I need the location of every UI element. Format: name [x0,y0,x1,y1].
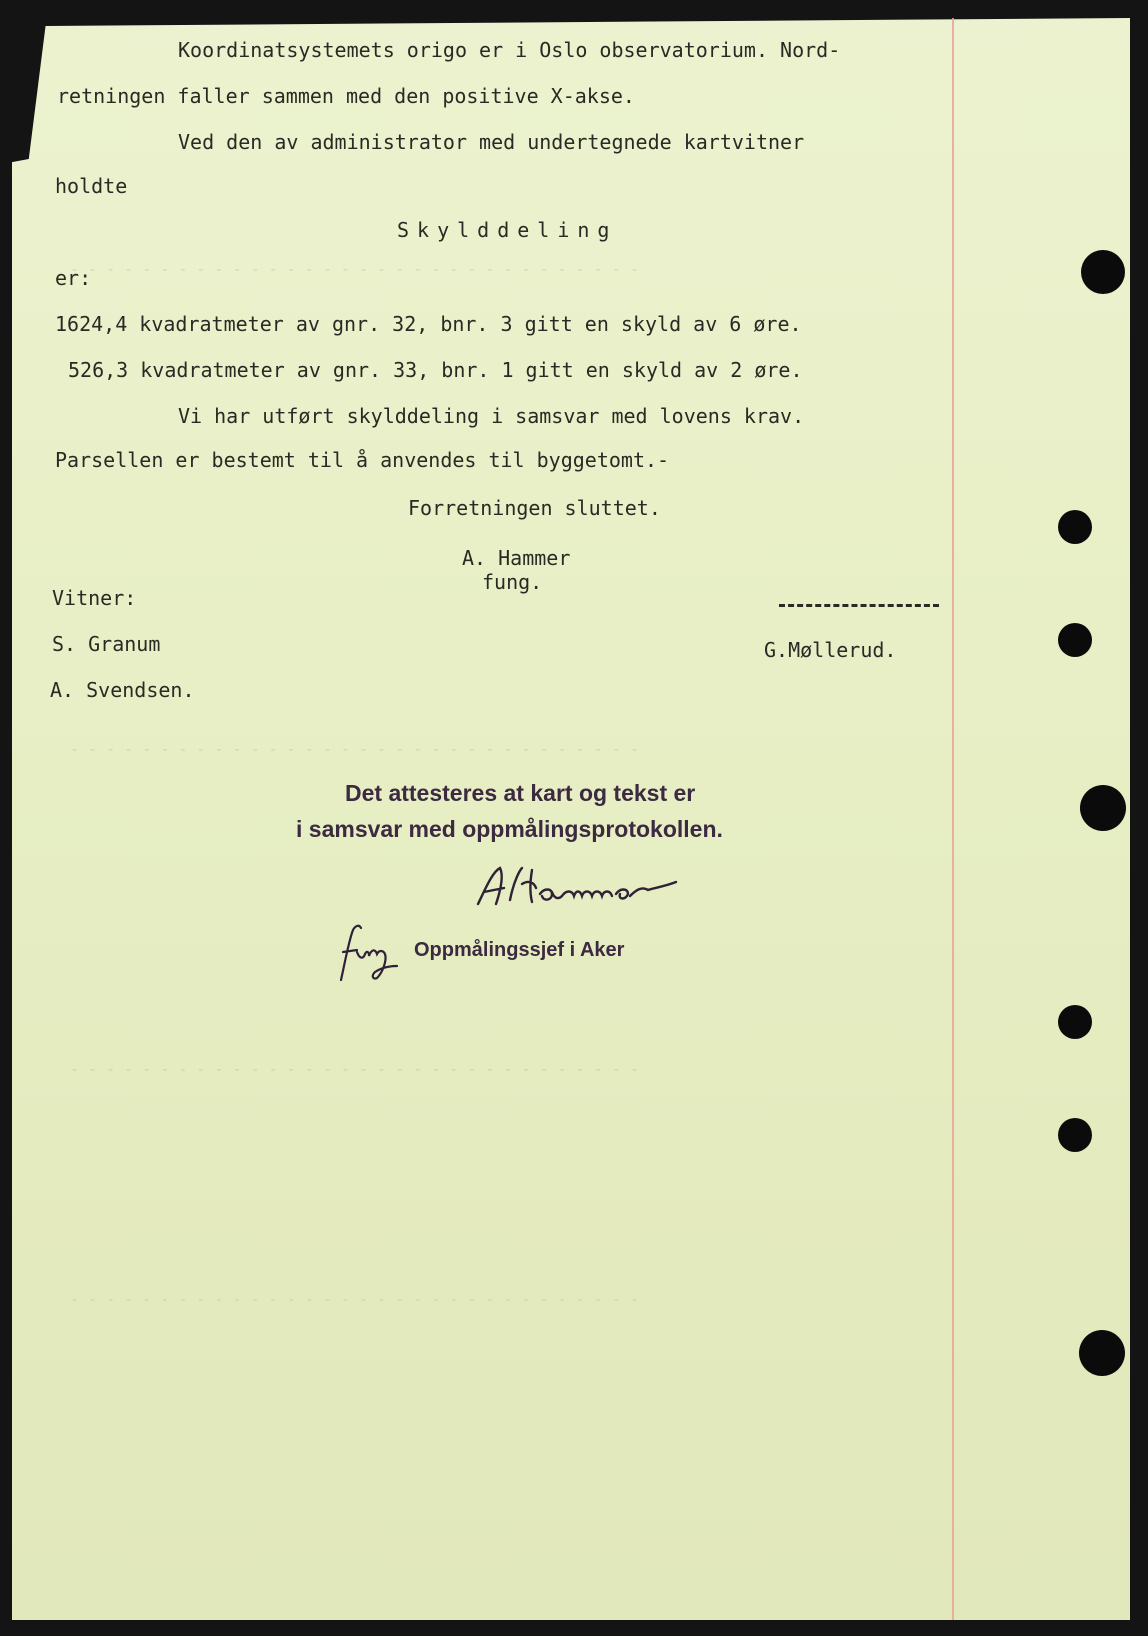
document-heading: Skylddeling [397,218,618,242]
text-line-vi-har: Vi har utført skylddeling i samsvar med lovens krav. [178,404,805,428]
binder-hole-icon [1058,510,1092,544]
signer-role: fung. [482,570,543,594]
stamp-line-1: Det attesteres at kart og tekst er [345,780,696,806]
parcel-line-2: 526,3 kvadratmeter av gnr. 33, bnr. 1 gitt en skyld av 2 øre. [68,358,803,382]
bleed-through-text: - - - - - - - - - - - - - - - - - - - - - - - - - - - - - - - - [70,1290,639,1308]
bleed-through-text: - - - - - - - - - - - - - - - - - - - - - - - - - - - - - - - - [70,740,639,758]
signature-dash-line [779,604,939,607]
margin-line [952,18,954,1620]
parcel-line-1: 1624,4 kvadratmeter av gnr. 32, bnr. 3 gitt en skyld av 6 øre. [55,312,802,336]
binder-hole-icon [1058,1118,1092,1152]
signer-name: A. Hammer [462,546,571,570]
handwritten-fung [335,922,401,984]
handwritten-signature [470,862,680,912]
text-line-retningen: retningen faller sammen med den positive X-akse. [57,84,635,108]
stamp-title: Oppmålingssjef i Aker [414,939,625,961]
text-line-forretningen: Forretningen sluttet. [408,496,661,520]
text-line-origo: Koordinatsystemets origo er i Oslo observatorium. Nord- [178,38,841,62]
witness-mollerud: G.Møllerud. [764,638,897,662]
text-line-parsellen: Parsellen er bestemt til å anvendes til byggetomt.- [55,448,670,472]
binder-hole-icon [1081,250,1125,294]
bleed-through-text: - - - - - - - - - - - - - - - - - - - - - - - - - - - - - - - - [70,260,639,278]
text-line-er: er: [55,266,92,290]
witness-svendsen: A. Svendsen. [50,678,195,702]
binder-hole-icon [1058,623,1092,657]
witnesses-label: Vitner: [52,586,137,610]
binder-hole-icon [1058,1005,1092,1039]
witness-granum: S. Granum [52,632,161,656]
bleed-through-text: - - - - - - - - - - - - - - - - - - - - - - - - - - - - - - - - [70,1060,639,1078]
binder-hole-icon [1080,785,1126,831]
text-line-ved-den: Ved den av administrator med undertegnede kartvitner [178,130,805,154]
stamp-line-2: i samsvar med oppmålingsprotokollen. [296,816,723,842]
binder-hole-icon [1079,1330,1125,1376]
text-line-holdte: holdte [55,174,128,198]
